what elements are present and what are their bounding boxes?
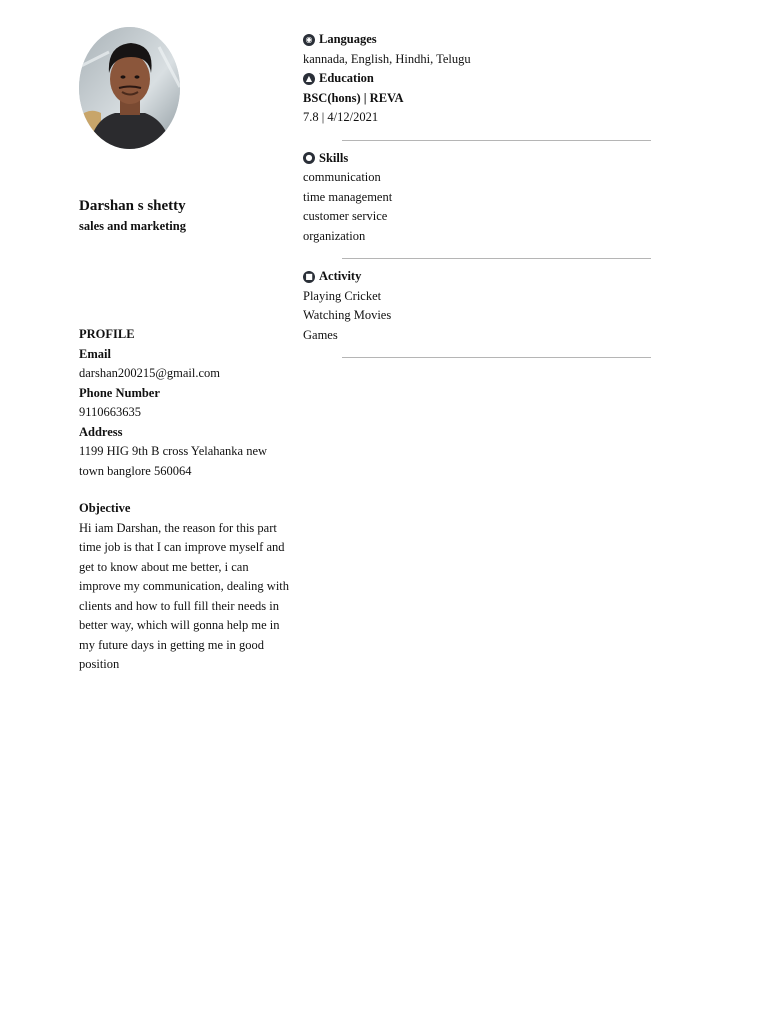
languages-heading: ◉ Languages xyxy=(303,30,663,50)
skill-item: time management xyxy=(303,189,393,204)
education-degree: BSC(hons) | REVA xyxy=(303,90,404,105)
person-name: Darshan s shetty xyxy=(79,198,186,214)
section-divider xyxy=(342,140,651,141)
skill-item: customer service xyxy=(303,209,388,223)
objective-line: my future days in getting me in good xyxy=(79,637,265,652)
skills-heading: ● Skills xyxy=(303,149,663,169)
section-divider xyxy=(342,357,651,358)
address-line: town banglore 560064 xyxy=(79,463,192,478)
phone-label: Phone Number xyxy=(79,385,160,400)
activity-item: Playing Cricket xyxy=(303,288,382,303)
address-label: Address xyxy=(79,424,123,439)
objective-heading: Objective xyxy=(79,501,131,515)
activity-heading: ■ Activity xyxy=(303,267,663,287)
languages-list: kannada, English, Hindhi, Telugu xyxy=(303,51,471,66)
profile-photo xyxy=(79,27,180,149)
skill-item: communication xyxy=(303,170,381,184)
objective-line: Hi iam Darshan, the reason for this part xyxy=(79,520,277,535)
address-line: 1199 HIG 9th B cross Yelahanka new xyxy=(79,444,268,458)
globe-icon: ◉ xyxy=(303,34,315,46)
skill-item: organization xyxy=(303,228,366,243)
skills-icon: ● xyxy=(303,152,315,164)
activity-item: Watching Movies xyxy=(303,308,392,322)
objective-line: get to know about me better, i can xyxy=(79,559,249,574)
activity-icon: ■ xyxy=(303,271,315,283)
profile-section xyxy=(79,325,301,675)
email-label: Email xyxy=(79,346,111,361)
name-block xyxy=(79,197,301,236)
objective-line: improve my communication, dealing with xyxy=(79,579,290,593)
email-value: darshan200215@gmail.com xyxy=(79,366,220,380)
education-heading: ▲ Education xyxy=(303,69,663,89)
education-detail: 7.8 | 4/12/2021 xyxy=(303,110,379,124)
section-divider xyxy=(342,258,651,259)
objective-line: time job is that I can improve myself and xyxy=(79,540,285,554)
phone-value: 9110663635 xyxy=(79,405,142,419)
person-role: sales and marketing xyxy=(79,219,186,233)
activity-item: Games xyxy=(303,327,338,342)
objective-line: clients and how to full fill their needs in xyxy=(79,598,279,613)
objective-line: position xyxy=(79,657,120,671)
right-column xyxy=(303,30,663,366)
profile-heading: PROFILE xyxy=(79,327,135,341)
graduation-cap-icon: ▲ xyxy=(303,73,315,85)
objective-line: better way, which will gonna help me in xyxy=(79,618,280,632)
